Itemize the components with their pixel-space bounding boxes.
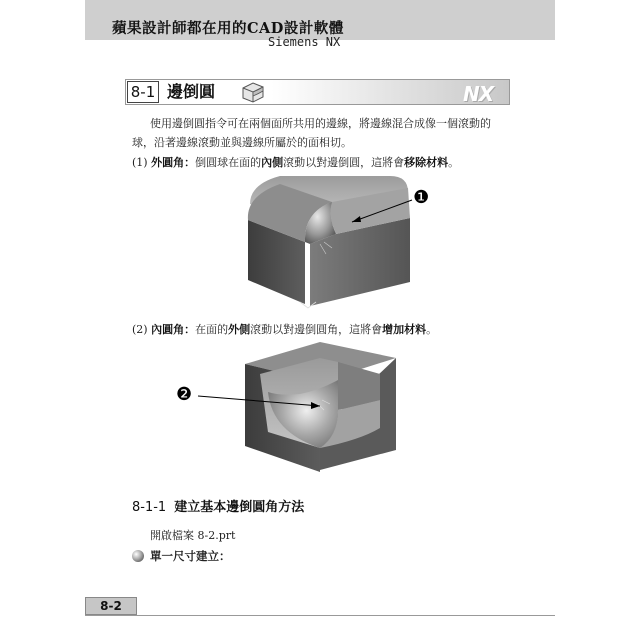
item-text: 滾動以對邊倒圓，這將會 xyxy=(283,156,405,169)
bullet-text: 單一尺寸建立： xyxy=(150,549,231,563)
item-text: 倒圓球在面的 xyxy=(195,156,262,169)
blend-edge-icon xyxy=(240,80,266,108)
item-inner-fillet xyxy=(132,320,437,339)
item-emphasis: 外側 xyxy=(228,323,251,336)
section-number: 8-1 xyxy=(127,81,159,103)
subsection-number: 8-1-1 xyxy=(132,500,167,515)
item-number: (2) xyxy=(132,323,148,336)
book-subtitle: Siemens NX xyxy=(268,35,341,49)
item-outer-fillet xyxy=(132,153,459,172)
intro-line-1: 使用邊倒圓指令可在兩個面所共用的邊線，將邊線混合成像一個滾動的 xyxy=(150,117,491,130)
item-emphasis: 內側 xyxy=(261,156,284,169)
item-text: 滾動以對邊倒圓角，這將會 xyxy=(250,323,383,336)
intro-line-2: 球，沿著邊線滾動並與邊線所屬於的面相切。 xyxy=(132,136,352,149)
open-file-instruction: 開啟檔案 8-2.prt xyxy=(150,529,236,542)
outer-fillet-figure xyxy=(240,172,440,316)
inner-fillet-figure xyxy=(170,340,410,484)
item-label: 外圓角： xyxy=(151,156,196,169)
item-emphasis: 增加材料 xyxy=(382,323,427,336)
item-text: 。 xyxy=(426,323,438,336)
footer-rule xyxy=(85,615,555,616)
item-text: 在面的 xyxy=(195,323,229,336)
subsection-heading xyxy=(132,496,304,515)
page-number: 8-2 xyxy=(85,597,137,615)
nx-logo: NX xyxy=(463,82,494,106)
item-label: 內圓角： xyxy=(151,323,196,336)
bullet-icon xyxy=(132,550,144,562)
item-text: 。 xyxy=(448,156,460,169)
item-number: (1) xyxy=(132,156,148,169)
callout-2: ❷ xyxy=(176,384,193,405)
subsection-title: 建立基本邊倒圓角方法 xyxy=(174,500,305,515)
bullet-item xyxy=(132,547,231,565)
callout-1: ❶ xyxy=(413,187,430,208)
book-title: 蘋果設計師都在用的CAD設計軟體 xyxy=(112,20,344,37)
item-emphasis: 移除材料 xyxy=(404,156,449,169)
section-title: 邊倒圓 xyxy=(167,82,216,101)
